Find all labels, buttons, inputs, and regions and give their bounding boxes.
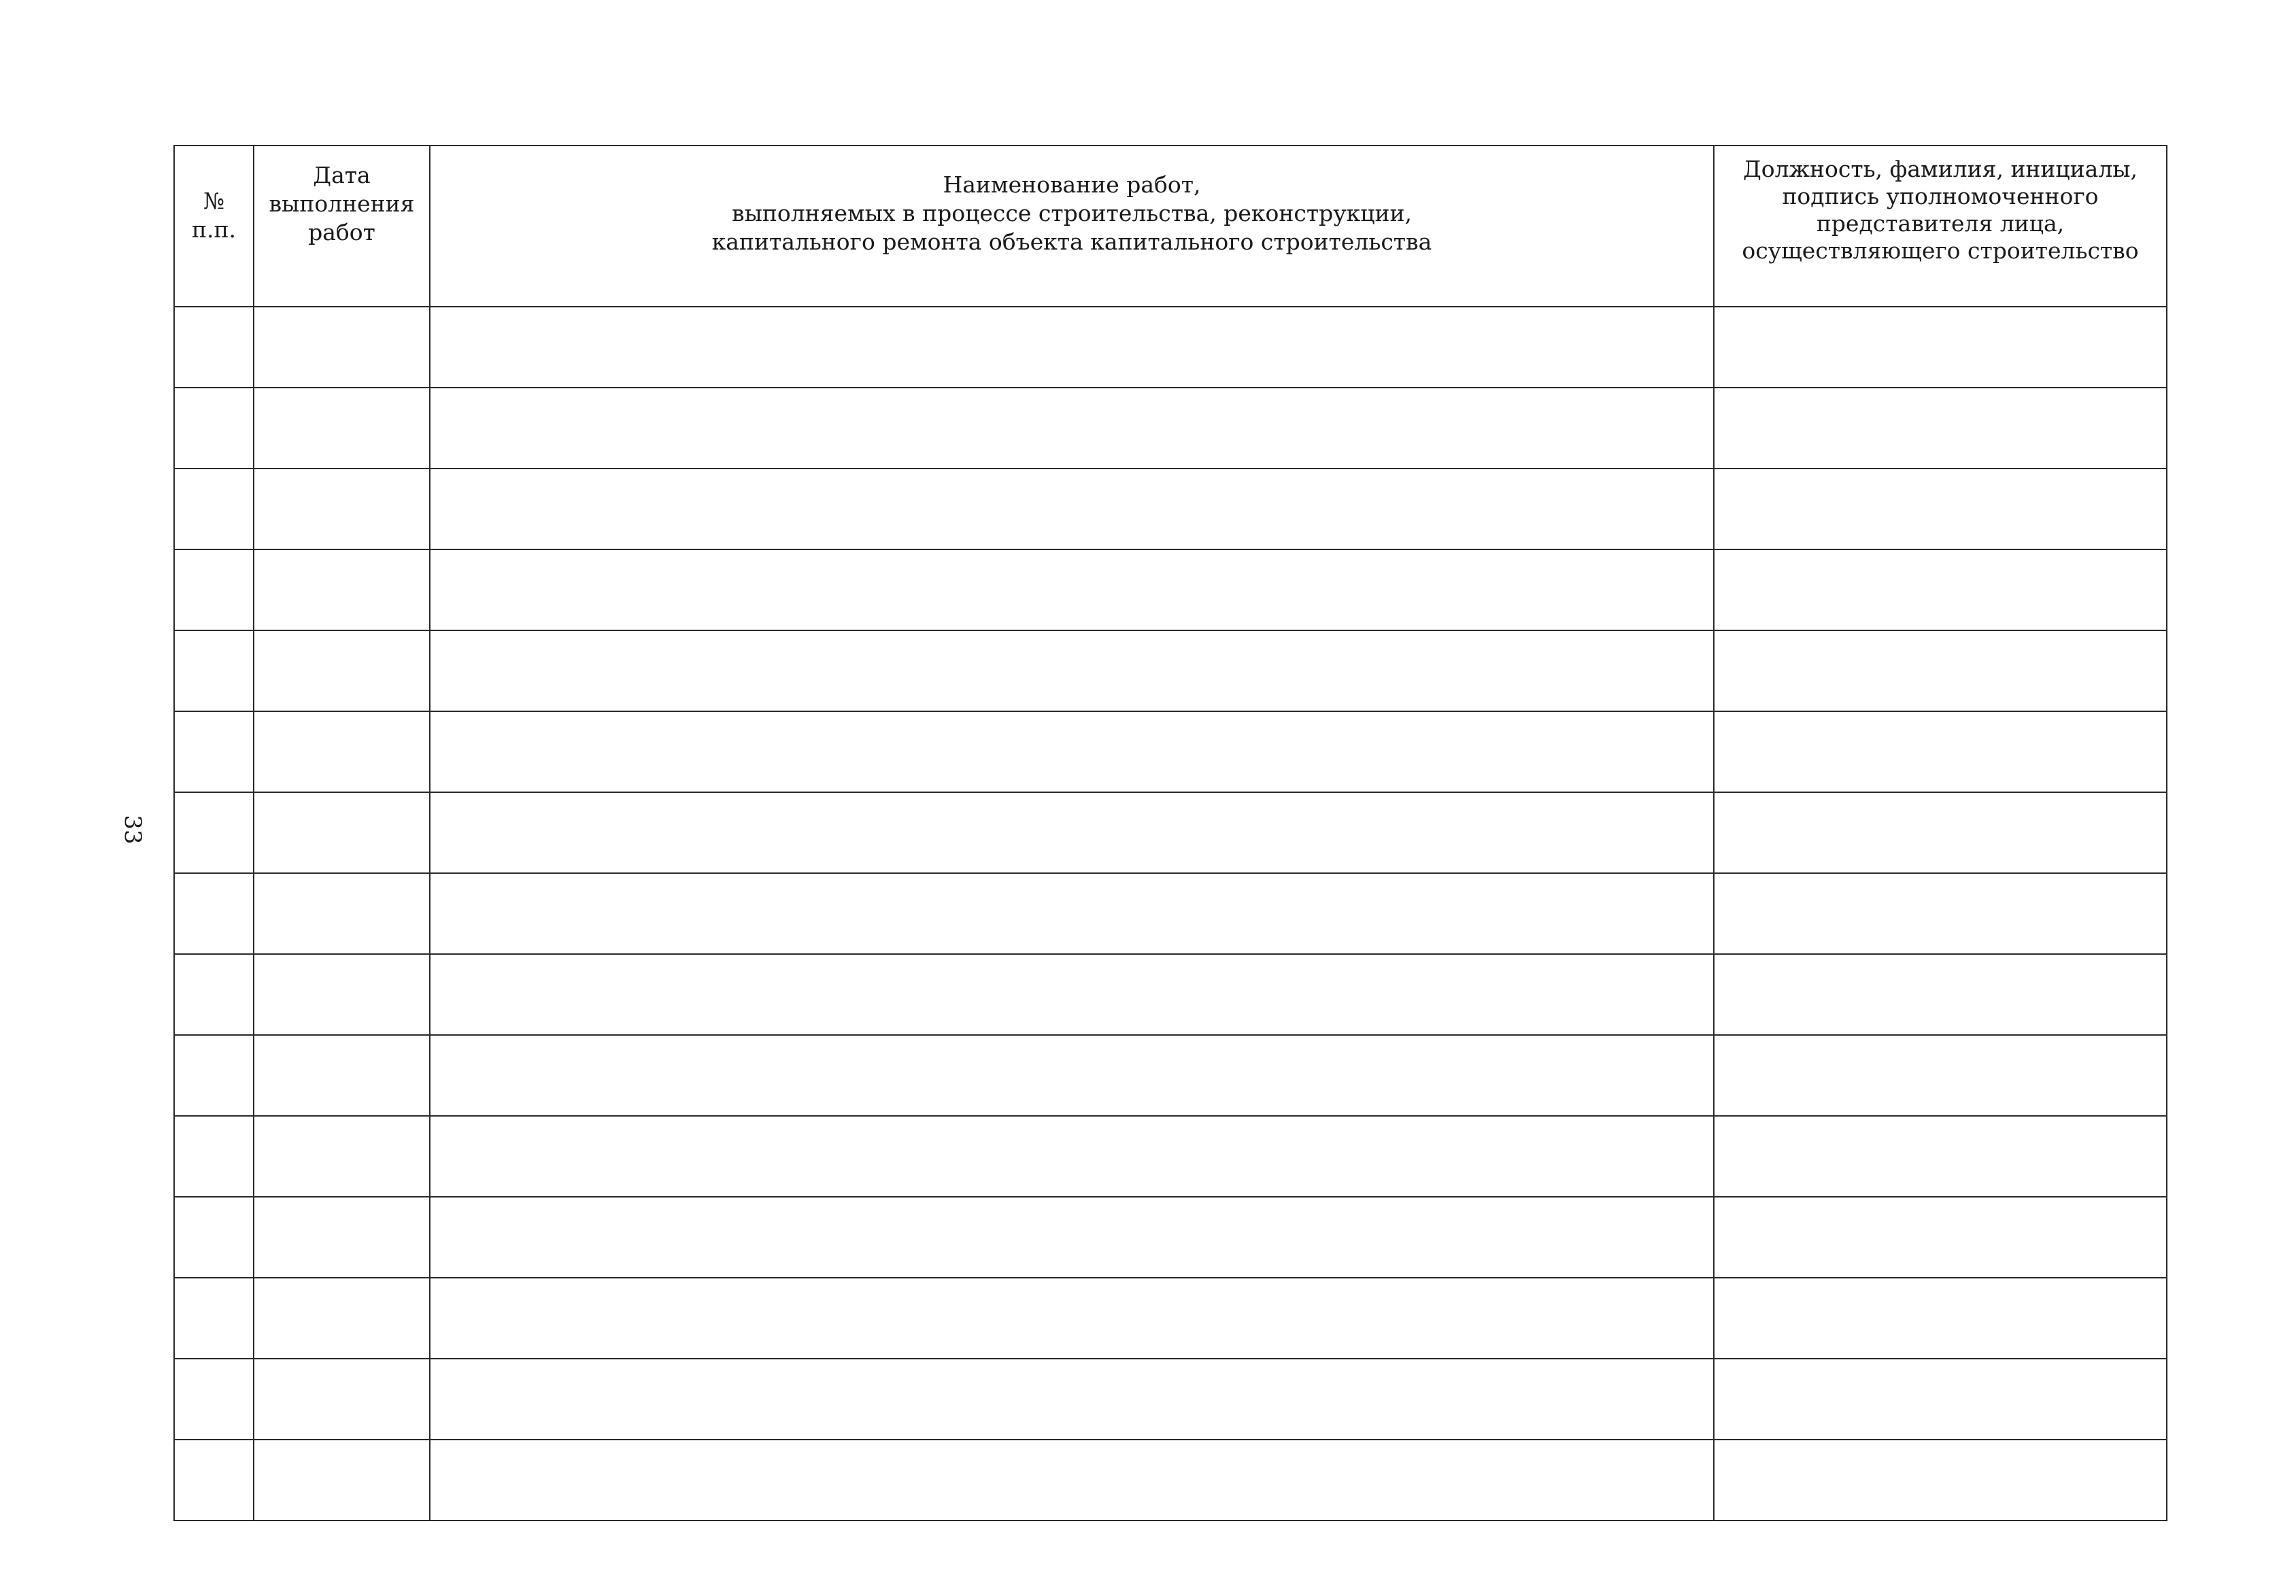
cell-number[interactable] [174,1116,254,1197]
cell-signature[interactable] [1714,630,2167,711]
table-row [174,388,2167,469]
table-body [174,307,2167,1521]
table-row [174,1116,2167,1197]
cell-date[interactable] [254,792,430,873]
cell-work-name[interactable] [430,1359,1714,1440]
cell-work-name[interactable] [430,792,1714,873]
cell-number[interactable] [174,711,254,792]
cell-signature[interactable] [1714,469,2167,549]
cell-signature[interactable] [1714,1116,2167,1197]
cell-work-name[interactable] [430,469,1714,549]
table-row [174,307,2167,388]
cell-signature[interactable] [1714,873,2167,954]
header-date-line: работ [308,219,375,245]
cell-work-name[interactable] [430,1116,1714,1197]
cell-number[interactable] [174,1359,254,1440]
cell-date[interactable] [254,307,430,388]
cell-work-name[interactable] [430,1035,1714,1116]
cell-date[interactable] [254,388,430,469]
header-work-line: выполняемых в процессе строительства, реконструкции, [732,200,1412,226]
header-signature-line: подпись уполномоченного [1782,183,2099,209]
cell-work-name[interactable] [430,630,1714,711]
table-row [174,873,2167,954]
cell-signature[interactable] [1714,1197,2167,1278]
cell-date[interactable] [254,549,430,630]
cell-date[interactable] [254,1278,430,1359]
page-number: 33 [119,815,146,845]
header-work-line: капитального ремонта объекта капитального строительства [711,228,1432,255]
cell-work-name[interactable] [430,307,1714,388]
header-signature [1714,146,2167,307]
cell-number[interactable] [174,630,254,711]
cell-date[interactable] [254,873,430,954]
header-row [174,146,2167,307]
cell-work-name[interactable] [430,873,1714,954]
cell-signature[interactable] [1714,307,2167,388]
cell-signature[interactable] [1714,549,2167,630]
cell-work-name[interactable] [430,1197,1714,1278]
header-work-name [430,146,1714,307]
cell-work-name[interactable] [430,1278,1714,1359]
header-date-line: выполнения [269,190,415,217]
cell-signature[interactable] [1714,1278,2167,1359]
cell-number[interactable] [174,1035,254,1116]
header-signature-line: осуществляющего строительство [1742,237,2139,264]
cell-date[interactable] [254,1197,430,1278]
cell-date[interactable] [254,1035,430,1116]
table-row [174,954,2167,1035]
journal-table [173,145,2167,1521]
cell-signature[interactable] [1714,1359,2167,1440]
cell-date[interactable] [254,954,430,1035]
cell-work-name[interactable] [430,711,1714,792]
cell-number[interactable] [174,954,254,1035]
table-row [174,469,2167,549]
cell-date[interactable] [254,711,430,792]
cell-date[interactable] [254,469,430,549]
header-date [254,146,430,307]
cell-number[interactable] [174,307,254,388]
table-row [174,549,2167,630]
header-number-line: п.п. [192,216,236,243]
cell-work-name[interactable] [430,549,1714,630]
header-signature-line: Должность, фамилия, инициалы, [1742,156,2138,182]
table-row [174,1440,2167,1521]
header-work-line: Наименование работ, [943,171,1201,198]
cell-number[interactable] [174,1440,254,1521]
cell-signature[interactable] [1714,388,2167,469]
cell-work-name[interactable] [430,1440,1714,1521]
cell-number[interactable] [174,469,254,549]
cell-signature[interactable] [1714,954,2167,1035]
header-number-line: № [203,188,225,214]
table-row [174,1197,2167,1278]
cell-signature[interactable] [1714,792,2167,873]
table-header [174,146,2167,307]
cell-work-name[interactable] [430,388,1714,469]
table-row [174,630,2167,711]
cell-number[interactable] [174,549,254,630]
cell-date[interactable] [254,1116,430,1197]
cell-date[interactable] [254,1440,430,1521]
header-number [174,146,254,307]
cell-signature[interactable] [1714,1035,2167,1116]
cell-work-name[interactable] [430,954,1714,1035]
cell-date[interactable] [254,1359,430,1440]
cell-number[interactable] [174,388,254,469]
header-date-line: Дата [313,162,371,188]
header-signature-line: представителя лица, [1816,210,2065,237]
table-row [174,1278,2167,1359]
table-row [174,1359,2167,1440]
cell-number[interactable] [174,792,254,873]
cell-number[interactable] [174,1197,254,1278]
cell-date[interactable] [254,630,430,711]
cell-signature[interactable] [1714,1440,2167,1521]
table-row [174,792,2167,873]
table-row [174,711,2167,792]
cell-number[interactable] [174,873,254,954]
cell-signature[interactable] [1714,711,2167,792]
cell-number[interactable] [174,1278,254,1359]
table-row [174,1035,2167,1116]
